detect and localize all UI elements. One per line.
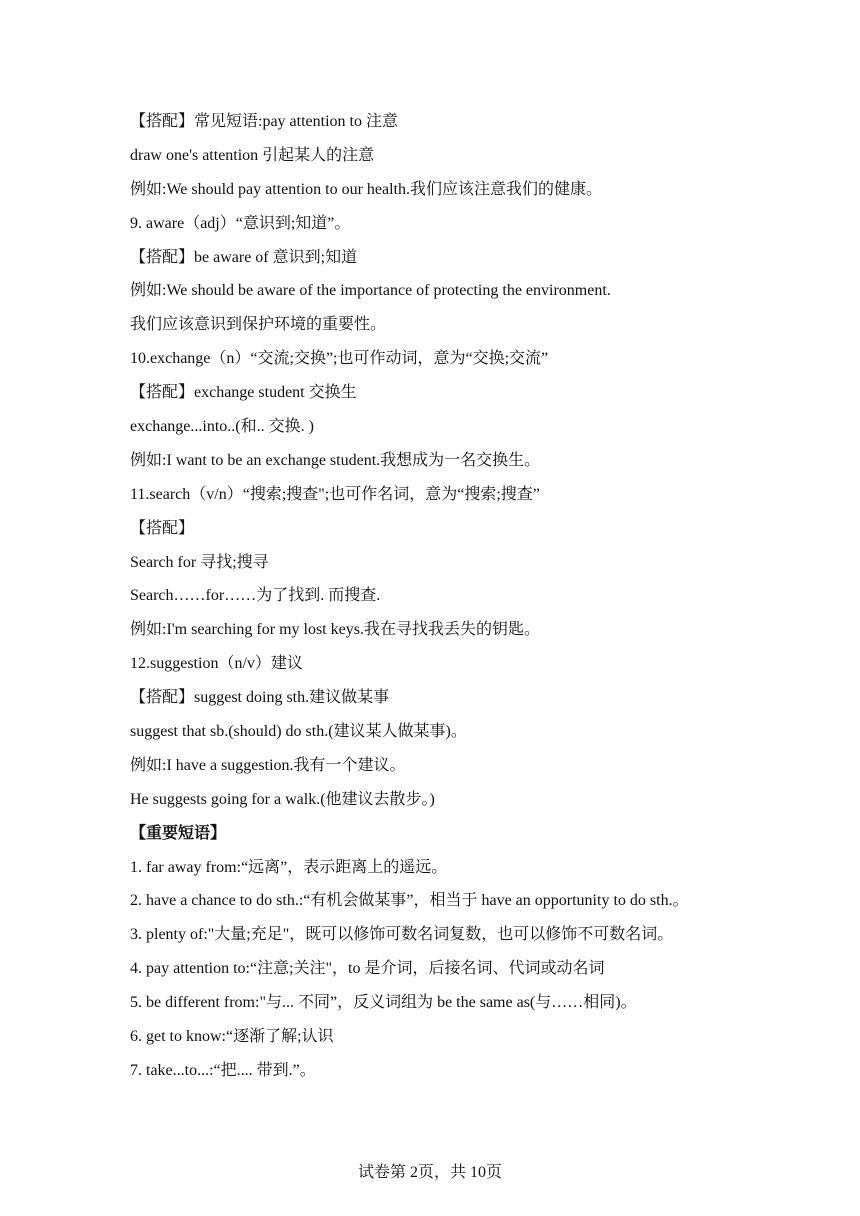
text-line: He suggests going for a walk.(他建议去散步。) xyxy=(130,790,435,808)
example-line: 例如:I want to be an exchange student.我想成为一名交换生。 xyxy=(130,451,541,469)
phrase-item-5: 5. be different from:"与... 不同”，反义词组为 be the same as(与……相同)。 xyxy=(130,994,637,1012)
example-line: 例如:I'm searching for my lost keys.我在寻找我丢失的钥匙。 xyxy=(130,621,540,639)
text-line: suggest that sb.(should) do sth.(建议某人做某事)。 xyxy=(130,723,467,741)
vocab-entry-search: 11.search（v/n）“搜索;搜查";也可作名词，意为“搜索;搜查” xyxy=(130,485,540,503)
vocab-entry-suggestion: 12.suggestion（n/v）建议 xyxy=(130,655,303,673)
collocation-line: 【搭配】be aware of 意识到;知道 xyxy=(130,248,358,266)
phrase-item-6: 6. get to know:“逐渐了解;认识 xyxy=(130,1028,334,1046)
collocation-line: 【搭配】exchange student 交换生 xyxy=(130,384,357,402)
text-line: Search for 寻找;搜寻 xyxy=(130,553,269,571)
collocation-line: 【搭配】常见短语:pay attention to 注意 xyxy=(130,113,398,130)
phrase-item-3: 3. plenty of:"大量;充足"，既可以修饰可数名词复数，也可以修饰不可数名词。 xyxy=(130,926,674,944)
text-line: exchange...into..(和.. 交换. ) xyxy=(130,418,314,436)
phrase-item-7: 7. take...to...:“把.... 带到.”。 xyxy=(130,1061,316,1079)
phrase-item-4: 4. pay attention to:“注意;关注"，to 是介词，后接名词、代词或动名词 xyxy=(130,960,605,978)
phrase-item-1: 1. far away from:“远离”，表示距离上的遥远。 xyxy=(130,858,448,876)
example-line: 例如:We should be aware of the importance of protecting the environment. xyxy=(130,282,611,300)
collocation-line: 【搭配】suggest doing sth.建议做某事 xyxy=(130,689,390,707)
collocation-line: 【搭配】 xyxy=(130,519,195,537)
vocab-entry-aware: 9. aware（adj）“意识到;知道”。 xyxy=(130,214,351,232)
document-body xyxy=(130,108,820,1091)
section-heading-important-phrases: 【重要短语】 xyxy=(130,824,227,842)
vocab-entry-exchange: 10.exchange（n）“交流;交换”;也可作动词，意为“交换;交流” xyxy=(130,350,549,368)
example-line: 例如:I have a suggestion.我有一个建议。 xyxy=(130,756,406,774)
phrase-item-2: 2. have a chance to do sth.:“有机会做某事”，相当于 have an opportunity to do sth.。 xyxy=(130,892,689,910)
page-footer: 试卷第 2页，共 10页 xyxy=(357,1164,502,1181)
text-line: Search……for……为了找到. 而搜查. xyxy=(130,587,381,605)
text-line: draw one's attention 引起某人的注意 xyxy=(130,146,375,164)
example-line: 例如:We should pay attention to our health.我们应该注意我们的健康。 xyxy=(130,180,602,198)
translation-line: 我们应该意识到保护环境的重要性。 xyxy=(130,316,387,334)
